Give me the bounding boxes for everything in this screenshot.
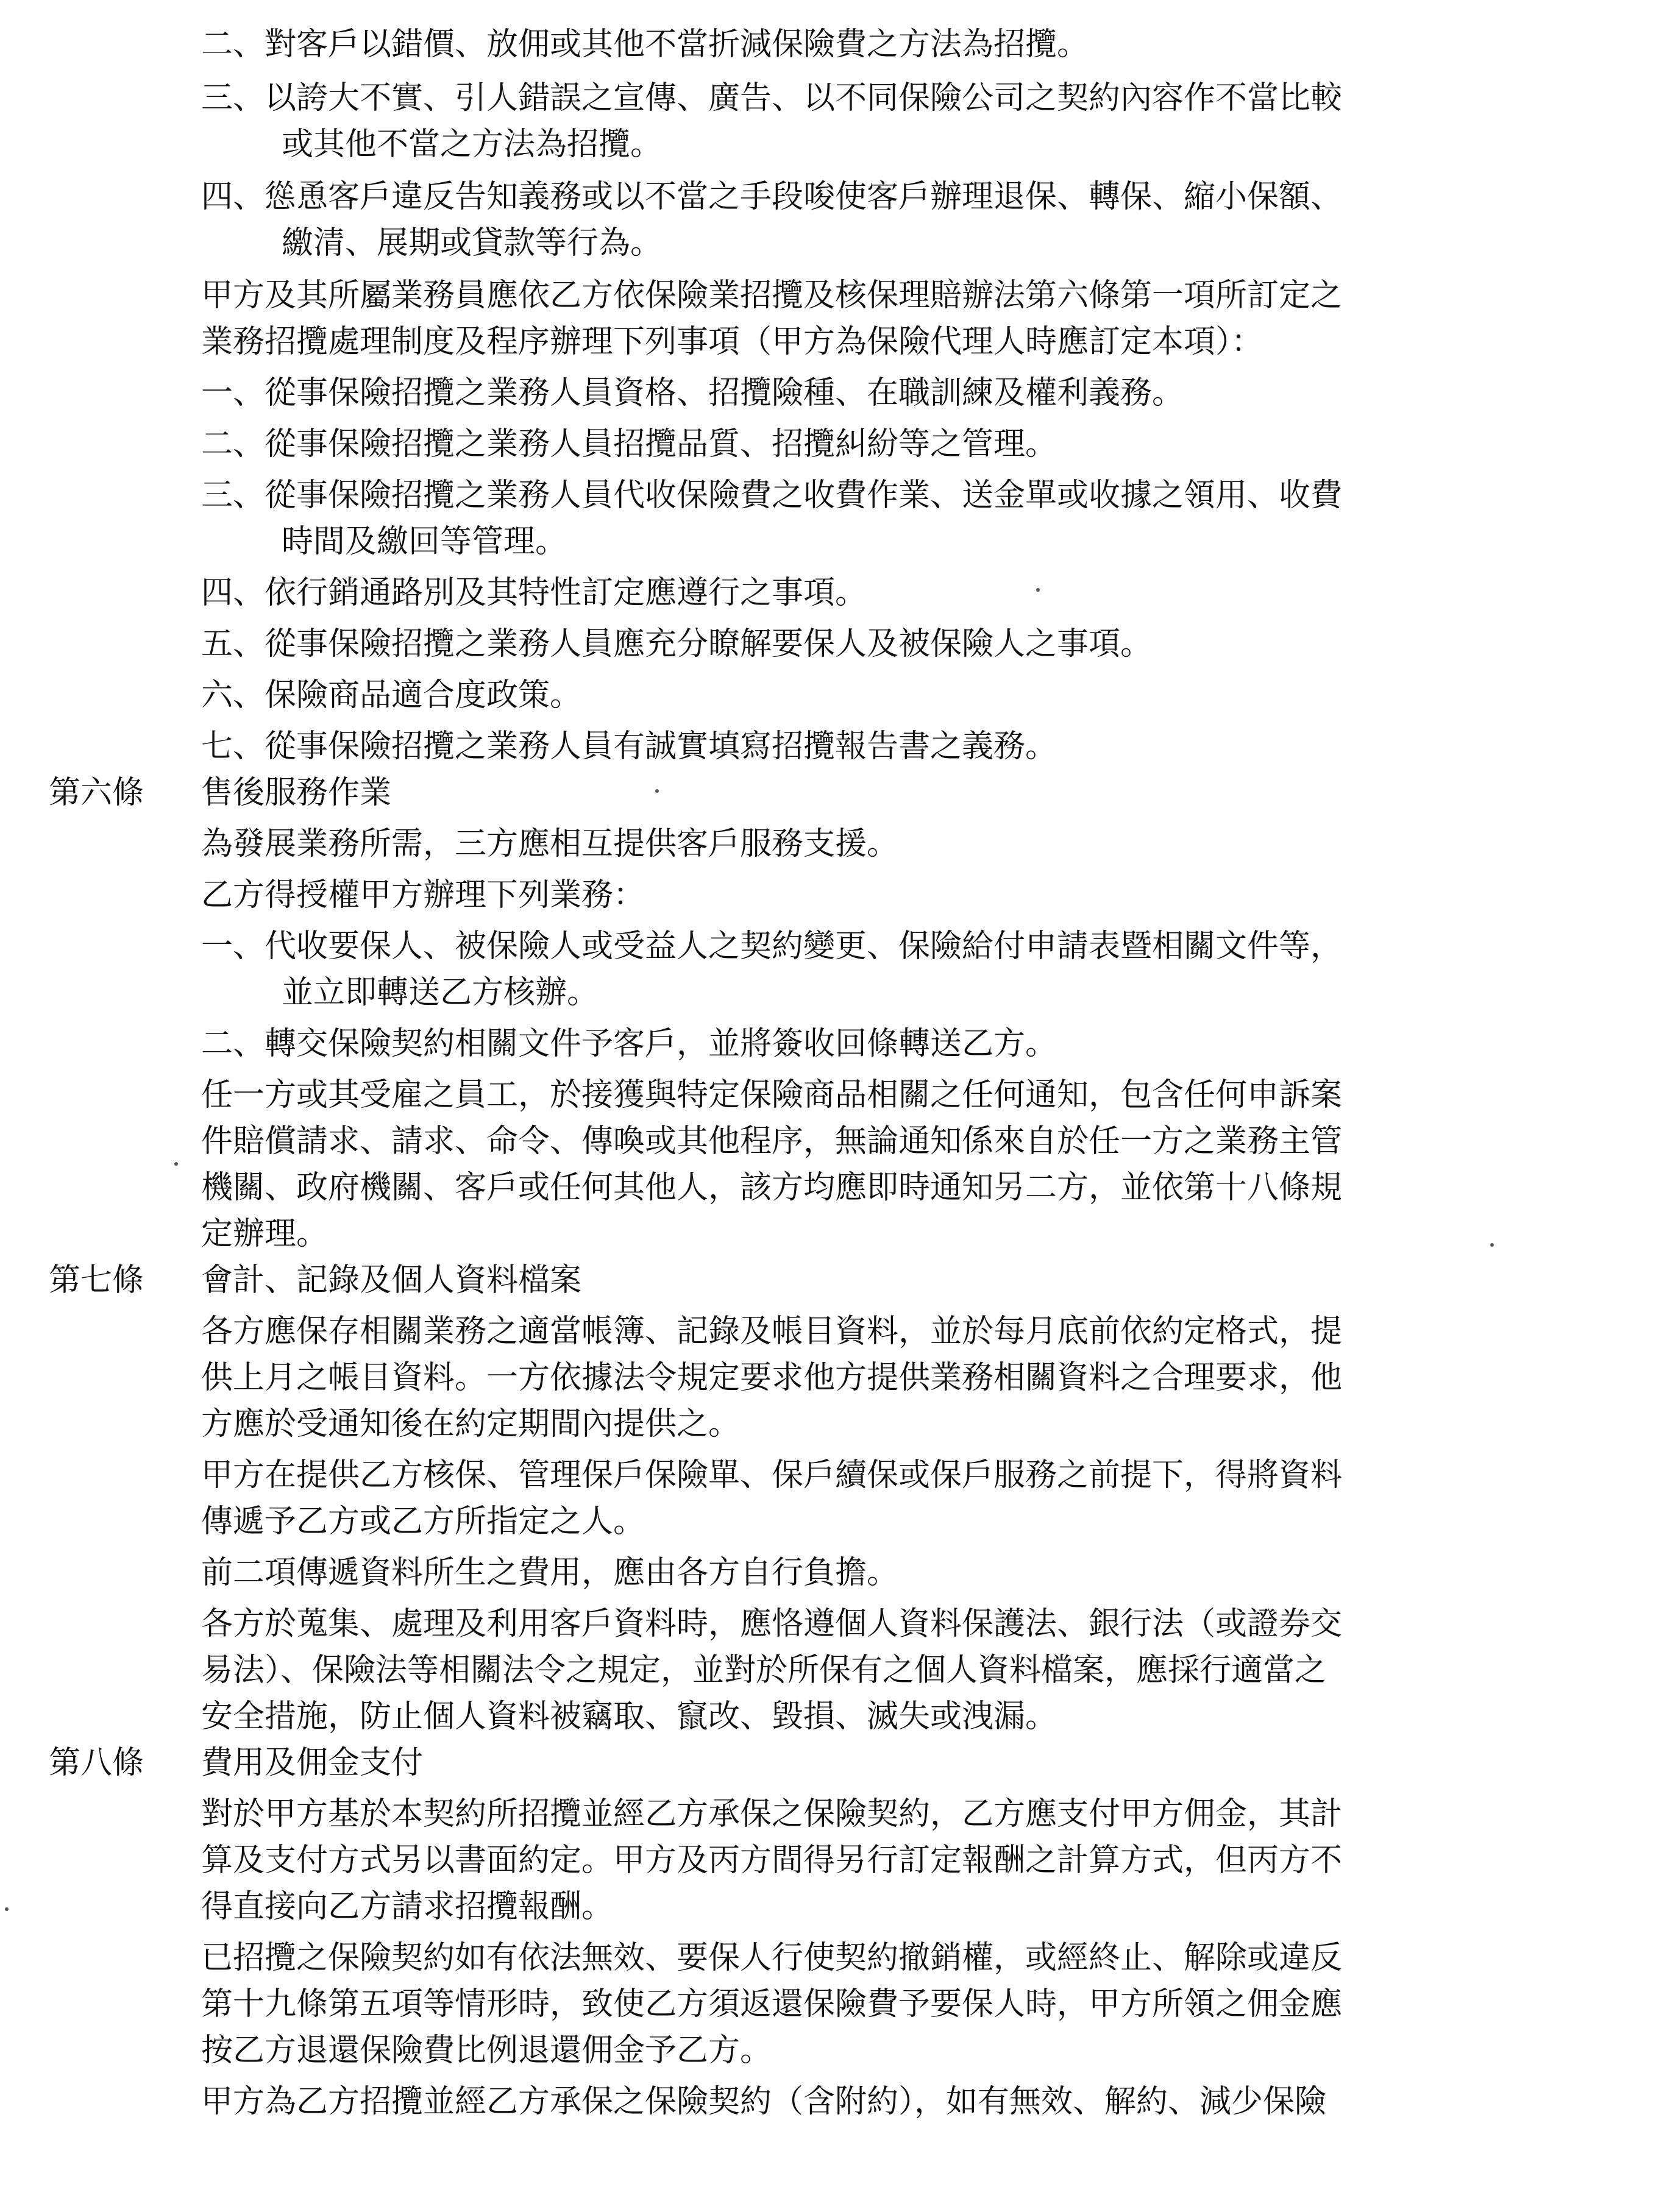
article7-para4-line2: 易法）、保險法等相關法令之規定，並對於所保有之個人資料檔案，應採行適當之	[201, 1652, 1327, 1689]
article-title: 會計、記錄及個人資料檔案	[201, 1262, 582, 1299]
article-number: 第七條	[49, 1262, 144, 1299]
article8-para2-line1: 已招攬之保險契約如有依法無效、要保人行使契約撤銷權，或經終止、解除或違反	[201, 1940, 1343, 1976]
scan-speck	[1490, 1243, 1494, 1247]
section5-item-4: 四、慫恿客戶違反告知義務或以不當之手段唆使客戶辦理退保、轉保、縮小保額、	[201, 179, 1343, 215]
section5-item-2: 二、對客戶以錯價、放佣或其他不當折減保險費之方法為招攬。	[201, 26, 1089, 63]
scan-speck	[174, 1162, 178, 1166]
article8-para2-line2: 第十九條第五項等情形時，致使乙方須返還保險費予要保人時，甲方所領之佣金應	[201, 1986, 1343, 2022]
article6-para1: 為發展業務所需，三方應相互提供客戶服務支援。	[201, 826, 899, 862]
section5-para2-item-7: 七、從事保險招攬之業務人員有誠實填寫招攬報告書之義務。	[201, 728, 1057, 765]
article7-heading	[0, 1260, 1670, 1300]
article7-para2-line1: 甲方在提供乙方核保、管理保戶保險單、保戶續保或保戶服務之前提下，得將資料	[201, 1457, 1343, 1494]
article6-item-1: 一、代收要保人、被保險人或受益人之契約變更、保險給付申請表暨相關文件等，	[201, 928, 1343, 965]
section5-para2-item-2: 二、從事保險招攬之業務人員招攬品質、招攬糾紛等之管理。	[201, 426, 1057, 463]
scan-speck	[1036, 588, 1040, 592]
article7-para1-line3: 方應於受通知後在約定期間內提供之。	[201, 1406, 741, 1442]
article6-para3-line2: 件賠償請求、請求、命令、傳喚或其他程序，無論通知係來自於任一方之業務主管	[201, 1123, 1343, 1160]
section5-para2-item-3: 三、從事保險招攬之業務人員代收保險費之收費作業、送金單或收據之領用、收費	[201, 477, 1343, 514]
section5-para2-item-3-cont: 時間及繳回等管理。	[282, 523, 567, 560]
article-title: 費用及佣金支付	[201, 1745, 424, 1781]
article8-para2-line3: 按乙方退還保險費比例退還佣金予乙方。	[201, 2032, 772, 2069]
section5-para2-line1: 甲方及其所屬業務員應依乙方依保險業招攬及核保理賠辦法第六條第一項所訂定之	[201, 277, 1343, 314]
scan-speck	[5, 1907, 9, 1911]
article-number: 第六條	[49, 775, 144, 811]
article7-para3: 前二項傳遞資料所生之費用，應由各方自行負擔。	[201, 1554, 899, 1591]
article8-para1-line2: 算及支付方式另以書面約定。甲方及丙方間得另行訂定報酬之計算方式，但丙方不	[201, 1842, 1343, 1879]
section5-item-4-cont: 繳清、展期或貸款等行為。	[282, 225, 663, 261]
article7-para1-line1: 各方應保存相關業務之適當帳簿、記錄及帳目資料，並於每月底前依約定格式，提	[201, 1313, 1343, 1350]
article7-para2-line2: 傳遞予乙方或乙方所指定之人。	[201, 1503, 645, 1540]
article8-heading	[0, 1743, 1670, 1783]
article6-heading	[0, 773, 1670, 813]
article8-para1-line3: 得直接向乙方請求招攬報酬。	[201, 1888, 614, 1925]
article6-item-1-cont: 並立即轉送乙方核辦。	[282, 974, 599, 1011]
article6-item-2: 二、轉交保險契約相關文件予客戶，並將簽收回條轉送乙方。	[201, 1026, 1057, 1062]
section5-para2-item-4: 四、依行銷通路別及其特性訂定應遵行之事項。	[201, 575, 867, 611]
section5-item-3: 三、以誇大不實、引人錯誤之宣傳、廣告、以不同保險公司之契約內容作不當比較	[201, 80, 1343, 116]
article6-para3-line1: 任一方或其受雇之員工，於接獲與特定保險商品相關之任何通知，包含任何申訴案	[201, 1077, 1343, 1113]
section5-para2-item-1: 一、從事保險招攬之業務人員資格、招攬險種、在職訓練及權利義務。	[201, 375, 1184, 411]
article6-para3-line4: 定辦理。	[201, 1216, 329, 1252]
section5-item-3-cont: 或其他不當之方法為招攬。	[282, 126, 663, 163]
section5-para2-line2: 業務招攬處理制度及程序辦理下列事項（甲方為保險代理人時應訂定本項）：	[201, 324, 1263, 360]
article8-para1-line1: 對於甲方基於本契約所招攬並經乙方承保之保險契約，乙方應支付甲方佣金，其計	[201, 1796, 1343, 1832]
article-number: 第八條	[49, 1745, 144, 1781]
article7-para4-line3: 安全措施，防止個人資料被竊取、竄改、毀損、滅失或洩漏。	[201, 1698, 1057, 1735]
section5-para2-item-5: 五、從事保險招攬之業務人員應充分瞭解要保人及被保險人之事項。	[201, 626, 1153, 662]
scan-speck	[655, 789, 659, 793]
article-title: 售後服務作業	[201, 775, 392, 811]
article6-para2: 乙方得授權甲方辦理下列業務：	[201, 877, 645, 913]
article7-para4-line1: 各方於蒐集、處理及利用客戶資料時，應恪遵個人資料保護法、銀行法（或證券交	[201, 1606, 1343, 1642]
article8-para3-line1: 甲方為乙方招攬並經乙方承保之保險契約（含附約），如有無效、解約、減少保險	[201, 2083, 1327, 2120]
section5-para2-item-6: 六、保險商品適合度政策。	[201, 677, 582, 714]
article6-para3-line3: 機關、政府機關、客戶或任何其他人，該方均應即時通知另二方，並依第十八條規	[201, 1169, 1343, 1206]
article7-para1-line2: 供上月之帳目資料。一方依據法令規定要求他方提供業務相關資料之合理要求，他	[201, 1359, 1343, 1396]
